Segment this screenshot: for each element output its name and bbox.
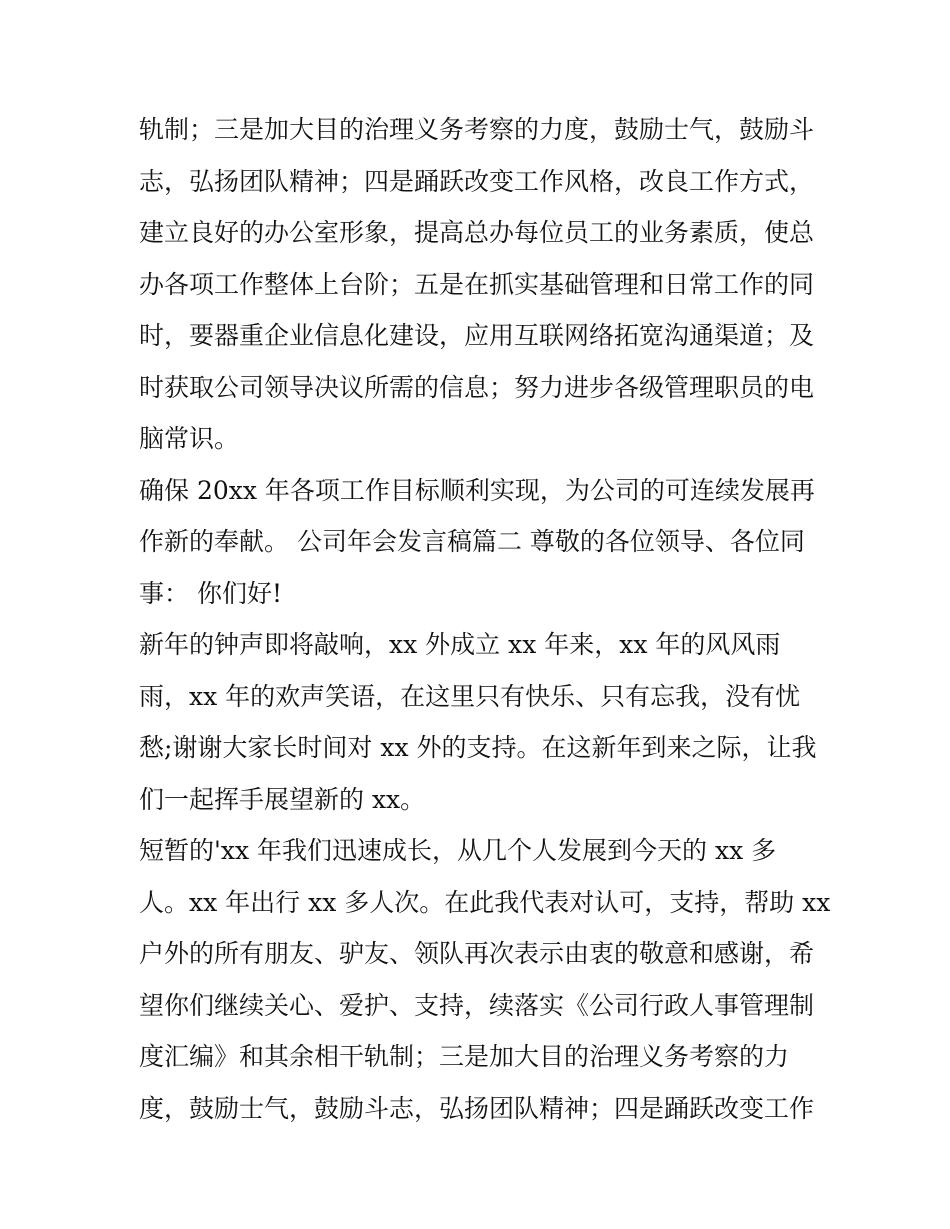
text-line-7: 脑常识。: [139, 424, 240, 453]
text-line-11: 新年的钟声即将敲响，xx 外成立 xx 年来，xx 年的风风雨: [139, 630, 781, 659]
text-line-9: 作新的奉献。 公司年会发言稿篇二 尊敬的各位领导、各位同: [139, 527, 805, 556]
text-line-6: 时获取公司领导决议所需的信息；努力进步各级管理职员的电: [139, 372, 815, 402]
text-line-15: 短暂的'xx 年我们迅速成长，从几个人发展到今天的 xx 多: [139, 836, 777, 865]
text-line-18: 望你们继续关心、爱护、支持，续落实《公司行政人事管理制: [139, 990, 815, 1020]
text-line-12: 雨，xx 年的欢声笑语，在这里只有快乐、只有忘我，没有忧: [139, 681, 801, 711]
text-line-5: 时，要器重企业信息化建设，应用互联网络拓宽沟通渠道；及: [139, 321, 815, 350]
text-line-19: 度汇编》和其余相干轨制；三是加大目的治理义务考察的力: [139, 1042, 790, 1071]
document-body: [139, 104, 831, 1134]
text-line-20: 度，鼓励士气，鼓励斗志，弘扬团队精神；四是踊跃改变工作: [139, 1093, 815, 1123]
text-line-17: 户外的所有朋友、驴友、领队再次表示由衷的敬意和感谢，希: [139, 939, 815, 968]
text-line-14: 们一起挥手展望新的 xx。: [139, 784, 426, 814]
text-line-1: 轨制；三是加大目的治理义务考察的力度，鼓励士气，鼓励斗: [139, 115, 815, 144]
text-line-3: 建立良好的办公室形象，提高总办每位员工的业务素质，使总: [139, 218, 815, 247]
text-line-13: 愁;谢谢大家长时间对 xx 外的支持。在这新年到来之际，让我: [139, 733, 817, 762]
text-line-4: 办各项工作整体上台阶；五是在抓实基础管理和日常工作的同: [139, 269, 815, 299]
text-line-16: 人。xx 年出行 xx 多人次。在此我代表对认可，支持，帮助 xx: [139, 887, 831, 917]
text-line-8: 确保 20xx 年各项工作目标顺利实现，为公司的可连续发展再: [139, 475, 815, 505]
text-line-2: 志，弘扬团队精神；四是踊跃改变工作风格，改良工作方式，: [139, 166, 815, 196]
text-line-10: 事： 你们好!: [139, 578, 282, 608]
